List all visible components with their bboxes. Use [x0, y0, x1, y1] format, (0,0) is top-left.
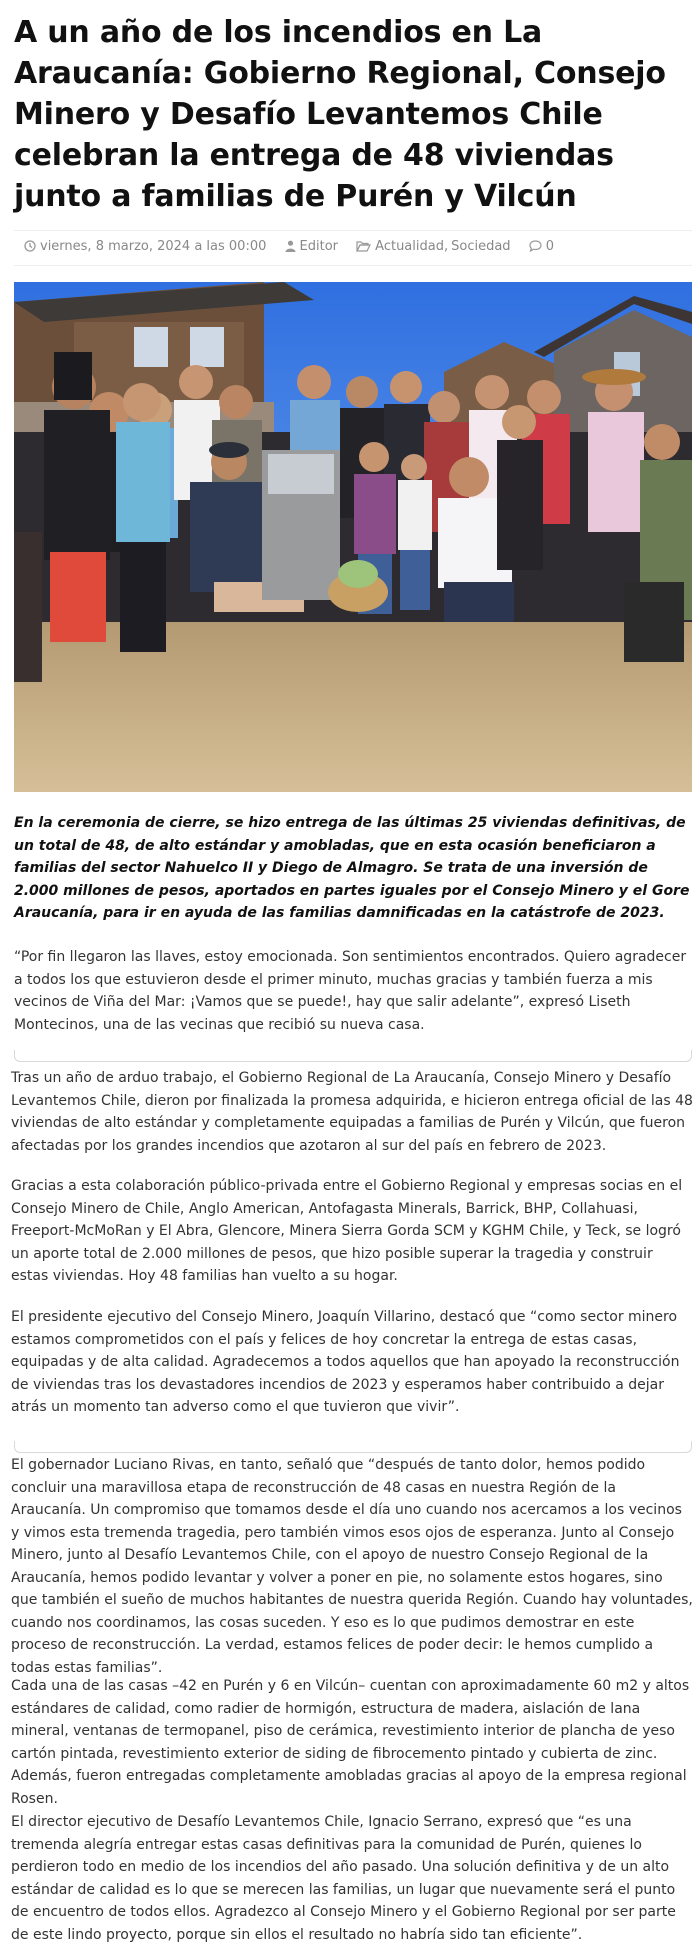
post-meta-bar	[14, 230, 692, 266]
post-date-text: viernes, 8 marzo, 2024 a las 00:00	[40, 239, 267, 254]
article-paragraph: Cada una de las casas –42 en Purén y 6 en Vilcún– cuentan con aproximadamente 60 m2 y altos estándares de calidad, como radier de hormigón, estructura de madera, aislación de lana mineral, ventanas de termopanel, piso de cerámica, revestimiento interior de plancha de yeso cartón pintada, revestimiento exterior de siding de fibrocemento pintado y cubierta de zinc. Además, fueron entregadas completamente amobladas gracias al apoyo de la empresa regional Rosen.	[11, 1678, 690, 1807]
article-title: A un año de los incendios en La Araucanía: Gobierno Regional, Consejo Minero y Desafío Levantemos Chile celebran la entrega de 48 viviendas junto a familias de Purén y Vilcún	[14, 15, 666, 214]
post-comments[interactable]	[529, 239, 554, 254]
folder-open-icon	[356, 240, 371, 252]
category-link-actualidad[interactable]: Actualidad	[375, 239, 444, 254]
author-link[interactable]: Editor	[299, 239, 339, 254]
ad-slot-2	[14, 1441, 692, 1453]
category-separator: ,	[443, 239, 449, 254]
article-paragraph: Tras un año de arduo trabajo, el Gobierno Regional de La Araucanía, Consejo Minero y Desafío Levantemos Chile, dieron por finalizada la promesa adquirida, e hicieron entrega oficial de las 48 viviendas de alto estándar y completamente equipadas a familias de Purén y Vilcún, que fueron afectadas por los grandes incendios que azotaron al sur del país en febrero de 2023.	[11, 1070, 693, 1154]
resident-quote: “Por fin llegaron las llaves, estoy emocionada. Son sentimientos encontrados. Quiero agradecer a todos los que estuvieron desde el primer minuto, muchas gracias y también fuerza a mis vecinos de Viña del Mar: ¡Vamos que se puede!, hay que salir adelante”, expresó Liseth Montecinos, una de las vecinas que recibió su nueva casa.	[14, 949, 687, 1033]
article-paragraph: El director ejecutivo de Desafío Levantemos Chile, Ignacio Serrano, expresó que “es una tremenda alegría entregar estas casas definitivas para la comunidad de Purén, quienes lo perdieron todo en medio de los incendios del año pasado. Una solución definitiva y de un alto estándar de calidad es lo que se merecen las familias, un lugar que nuevamente será el punto de encuentro de todos ellos. Agradezco al Consejo Minero y el Gobierno Regional por ser parte de este lindo proyecto, porque sin ellos el resultado no habría sido tan eficiente”.	[11, 1814, 676, 1943]
article-photo	[14, 282, 692, 792]
post-date	[24, 239, 266, 254]
article-paragraph: El presidente ejecutivo del Consejo Minero, Joaquín Villarino, destacó que “como sector minero estamos comprometidos con el país y felices de hoy concretar la entrega de estas casas, equipadas y de alta calidad. Agradecemos a todos aquellos que han apoyado la reconstrucción de viviendas tras los devastadores incendios de 2023 y esperamos haber contribuido a dejar atrás un momento tan adverso como el que tuvieron que vivir”.	[11, 1309, 680, 1415]
user-icon	[285, 240, 296, 252]
article-paragraph: Gracias a esta colaboración público-privada entre el Gobierno Regional y empresas socias en el Consejo Minero de Chile, Anglo American, Antofagasta Minerals, Barrick, BHP, Collahuasi, Freeport-McMoRan y El Abra, Glencore, Minera Sierra Gorda SCM y KGHM Chile, y Teck, se logró un aporte total de 2.000 millones de pesos, que hizo posible superar la tragedia y construir estas viviendas. Hoy 48 familias han vuelto a su hogar.	[11, 1178, 683, 1284]
group-photo-illustration	[14, 282, 692, 792]
comments-count-link[interactable]: 0	[545, 239, 554, 254]
article-paragraph: El gobernador Luciano Rivas, en tanto, señaló que “después de tanto dolor, hemos podido concluir una maravillosa etapa de reconstrucción de 48 casas en nuestra Región de la Araucanía. Un compromiso que tomamos desde el día uno cuando nos acercamos a los vecinos y vimos esta tremenda tragedia, pero también vimos esos ojos de esperanza. Junto al Consejo Minero, junto al Desafío Levantemos Chile, con el apoyo de nuestro Consejo Regional de la Araucanía, hemos podido levantar y volver a poner en pie, no solamente estos hogares, sino que también el sueño de muchos habitantes de nuestra querida Región. Cuando hay voluntades, cuando nos coordinamos, las cosas suceden. Y eso es lo que pudimos demostrar en este proceso de reconstrucción. La verdad, estamos felices de poder decir: le hemos cumplido a todas estas familias”.	[11, 1457, 693, 1676]
category-link-sociedad[interactable]: Sociedad	[451, 239, 511, 254]
clock-icon	[24, 240, 36, 252]
post-author[interactable]	[285, 239, 338, 254]
comment-icon	[529, 240, 542, 252]
ad-slot-1	[14, 1050, 692, 1062]
post-categories	[356, 239, 510, 254]
article-lead: En la ceremonia de cierre, se hizo entrega de las últimas 25 viviendas definitivas, de un total de 48, de alto estándar y amobladas, que en esta ocasión beneficiaron a familias del sector Nahuelco II y Diego de Almagro. Se trata de una inversión de 2.000 millones de pesos, aportados en partes iguales por el Consejo Minero y el Gore Araucanía, para ir en ayuda de las familias damnificadas en la catástrofe de 2023.	[14, 815, 690, 922]
